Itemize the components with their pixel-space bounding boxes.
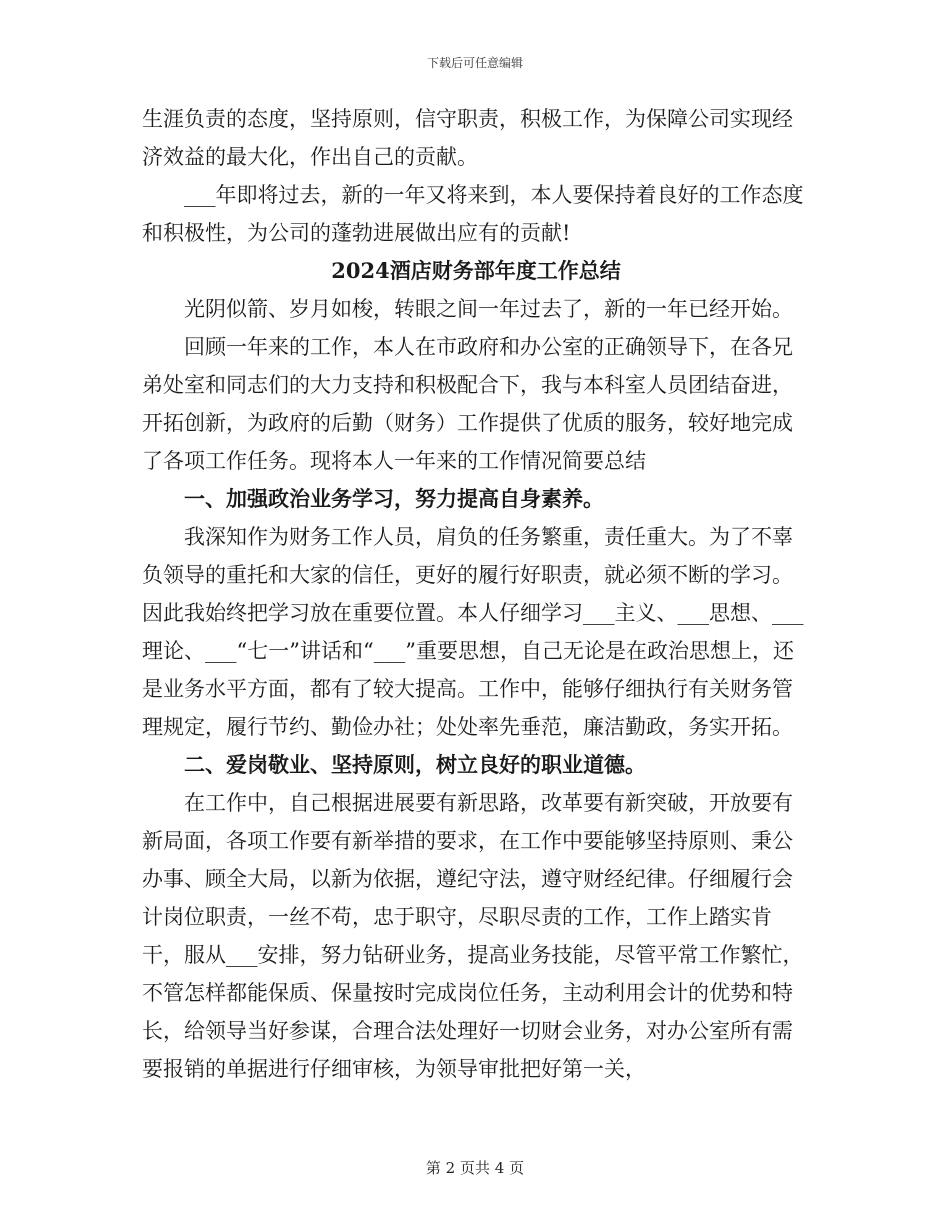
page-footer: 第 2 页共 4 页: [425, 1159, 525, 1177]
paragraph-continuation: 生涯负责的态度，坚持原则，信守职责，积极工作，为保障公司实现经济效益的最大化，作出自己的贡献。: [142, 107, 793, 169]
document-title: 2024酒店财务部年度工作总结: [331, 258, 621, 283]
page-header: 下载后可任意编辑: [426, 56, 523, 70]
document-body: [142, 100, 810, 1088]
paragraph-review: 回顾一年来的工作，本人在市政府和办公室的正确领导下，在各兄弟处室和同志们的大力支持和积极配合下，我与本科室人员团结奋进，开拓创新，为政府的后勤（财务）工作提供了优质的服务，较好地完成了各项工作任务。现将本人一年来的工作情况简要总结: [142, 335, 793, 473]
paragraph-work: 在工作中，自己根据进展要有新思路，改革要有新突破，开放要有新局面，各项工作要有新举措的要求，在工作中要能够坚持原则、秉公办事、顾全大局，以新为依据，遵纪守法，遵守财经纪律。仔细履行会计岗位职责，一丝不苟，忠于职守，尽职尽责的工作，工作上踏实肯干，服从___安排，努力钻研业务，提高业务技能，尽管平常工作繁忙，不管怎样都能保质、保量按时完成岗位任务，主动利用会计的优势和特长，给领导当好参谋，合理合法处理好一切财会业务，对办公室所有需要报销的单据进行仔细审核，为领导审批把好第一关，: [142, 791, 804, 1081]
paragraph-closing: ___年即将过去，新的一年又将来到，本人要保持着良好的工作态度和积极性，为公司的蓬勃进展做出应有的贡献!: [142, 183, 804, 245]
section-heading-1: 一、加强政治业务学习，努力提高自身素养。: [184, 486, 604, 511]
section-heading-2: 二、爱岗敬业、坚持原则，树立良好的职业道德。: [184, 752, 646, 777]
paragraph-study: 我深知作为财务工作人员，肩负的任务繁重，责任重大。为了不辜负领导的重托和大家的信任，更好的履行好职责，就必须不断的学习。因此我始终把学习放在重要位置。本人仔细学习___主义、___思想、___理论、___“七一”讲话和“___”重要思想，自己无论是在政治思想上，还是业务水平方面，都有了较大提高。工作中，能够仔细执行有关财务管理规定，履行节约、勤俭办社；处处率先垂范，廉洁勤政，务实开拓。: [142, 525, 804, 739]
paragraph-intro: 光阴似箭、岁月如梭，转眼之间一年过去了，新的一年已经开始。: [184, 297, 793, 321]
